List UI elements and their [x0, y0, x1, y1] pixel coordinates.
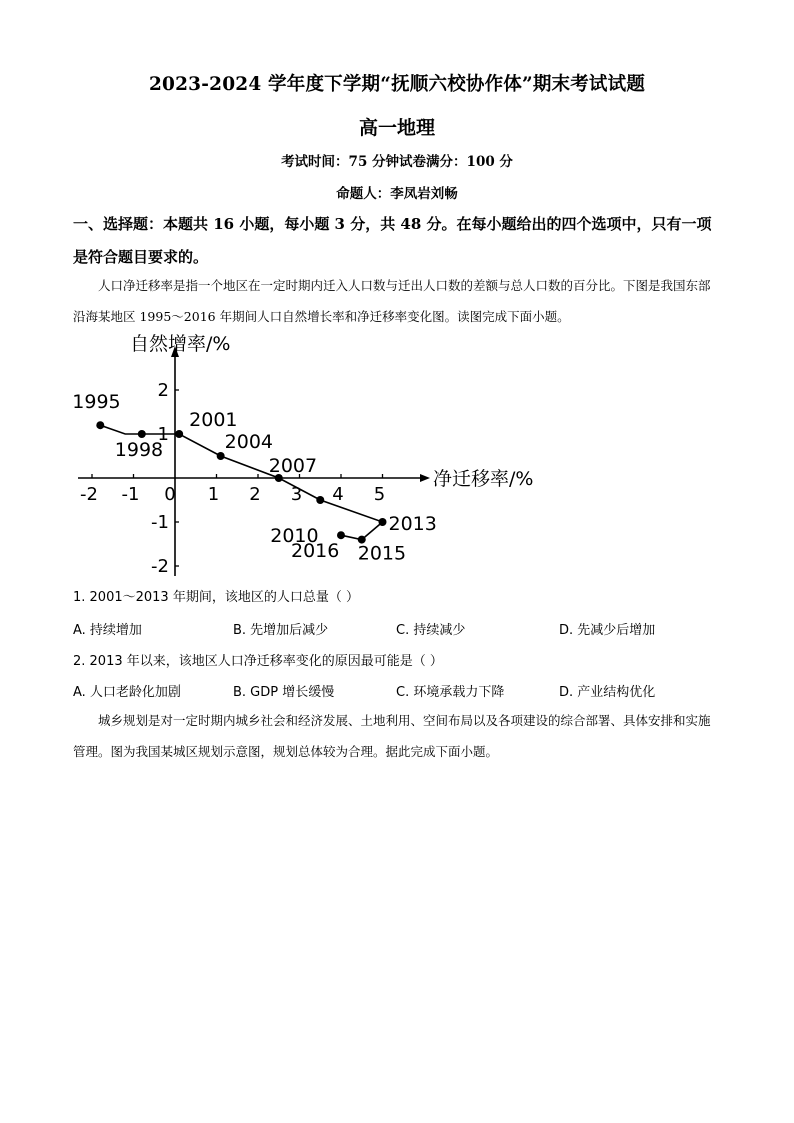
x-tick-label: 3 — [290, 484, 303, 505]
x-tick-label: 5 — [373, 484, 386, 505]
data-label-1998: 1998 — [114, 439, 164, 461]
data-point-1998 — [138, 430, 146, 438]
q1-option-d[interactable]: D. 先减少后增加 — [559, 623, 656, 638]
data-label-1995: 1995 — [72, 391, 121, 414]
x-tick-label: 4 — [332, 484, 344, 505]
x-tick-label: -2 — [80, 484, 98, 505]
data-point-2013 — [379, 518, 387, 526]
data-label-2010: 2010 — [270, 525, 319, 547]
q1-option-c[interactable]: C. 持续减少 — [396, 623, 466, 638]
y-tick-label: 2 — [157, 380, 169, 401]
y-tick-label: -1 — [151, 512, 169, 533]
exam-authors: 命题人：李凤岩刘畅 — [336, 186, 458, 202]
q1-option-b[interactable]: B. 先增加后减少 — [233, 623, 329, 638]
passage-migration: 人口净迁移率是指一个地区在一定时期内迁入人口数与迁出人口数的差额与总人口数的百分比。下图是我国东部沿海某地区 1995～2016 年期间人口自然增长率和净迁移率变化图。读图完成下面小题。 — [73, 278, 711, 324]
data-point-2004 — [217, 452, 225, 460]
x-tick-label: 2 — [249, 484, 261, 505]
passage-urban-planning: 城乡规划是对一定时期内城乡社会和经济发展、土地利用、空间布局以及各项建设的综合部署、具体安排和实施管理。图为我国某城区规划示意图，规划总体较为合理。据此完成下面小题。 — [73, 713, 711, 759]
exam-info: 考试时间：75 分钟试卷满分：100 分 — [281, 154, 513, 170]
data-point-2001 — [175, 430, 183, 438]
q1-option-a[interactable]: A. 持续增加 — [73, 623, 142, 638]
x-tick-label: 0 — [164, 484, 176, 505]
x-axis-arrow — [420, 474, 430, 482]
data-label-2015: 2015 — [357, 542, 407, 565]
q2-option-c[interactable]: C. 环境承载力下降 — [396, 685, 505, 700]
data-point-2010 — [316, 496, 324, 504]
y-tick-label: -2 — [151, 556, 169, 577]
x-axis-label: 净迁移率/% — [433, 468, 534, 490]
data-point-1995 — [96, 421, 104, 429]
q2-option-b[interactable]: B. GDP 增长缓慢 — [233, 685, 335, 700]
exam-title: 2023-2024 学年度下学期“抚顺六校协作体”期末考试试题 — [148, 74, 646, 95]
data-label-2001: 2001 — [189, 409, 238, 431]
q2-option-d[interactable]: D. 产业结构优化 — [559, 685, 656, 700]
x-tick-label: 1 — [207, 484, 220, 505]
x-tick-label: -1 — [121, 484, 140, 505]
question-2-stem: 2. 2013 年以来，该地区人口净迁移率变化的原因最可能是（ ） — [73, 654, 443, 669]
data-label-2004: 2004 — [224, 431, 274, 453]
q2-option-a[interactable]: A. 人口老龄化加剧 — [73, 685, 181, 700]
exam-subtitle: 高一地理 — [358, 117, 435, 139]
migration-chart — [0, 330, 794, 590]
data-label-2013: 2013 — [388, 513, 437, 535]
question-1-stem: 1. 2001～2013 年期间，该地区的人口总量（ ） — [73, 590, 359, 605]
data-point-2016 — [337, 531, 345, 539]
y-axis-label: 自然增率/% — [130, 333, 231, 355]
y-tick-label: 1 — [157, 424, 169, 445]
data-label-2016: 2016 — [291, 540, 340, 563]
data-label-2007: 2007 — [268, 455, 318, 477]
section-heading: 一、选择题：本题共 16 小题，每小题 3 分，共 48 分。在每小题给出的四个选项中，只有一项是符合题目要求的。 — [73, 215, 712, 266]
